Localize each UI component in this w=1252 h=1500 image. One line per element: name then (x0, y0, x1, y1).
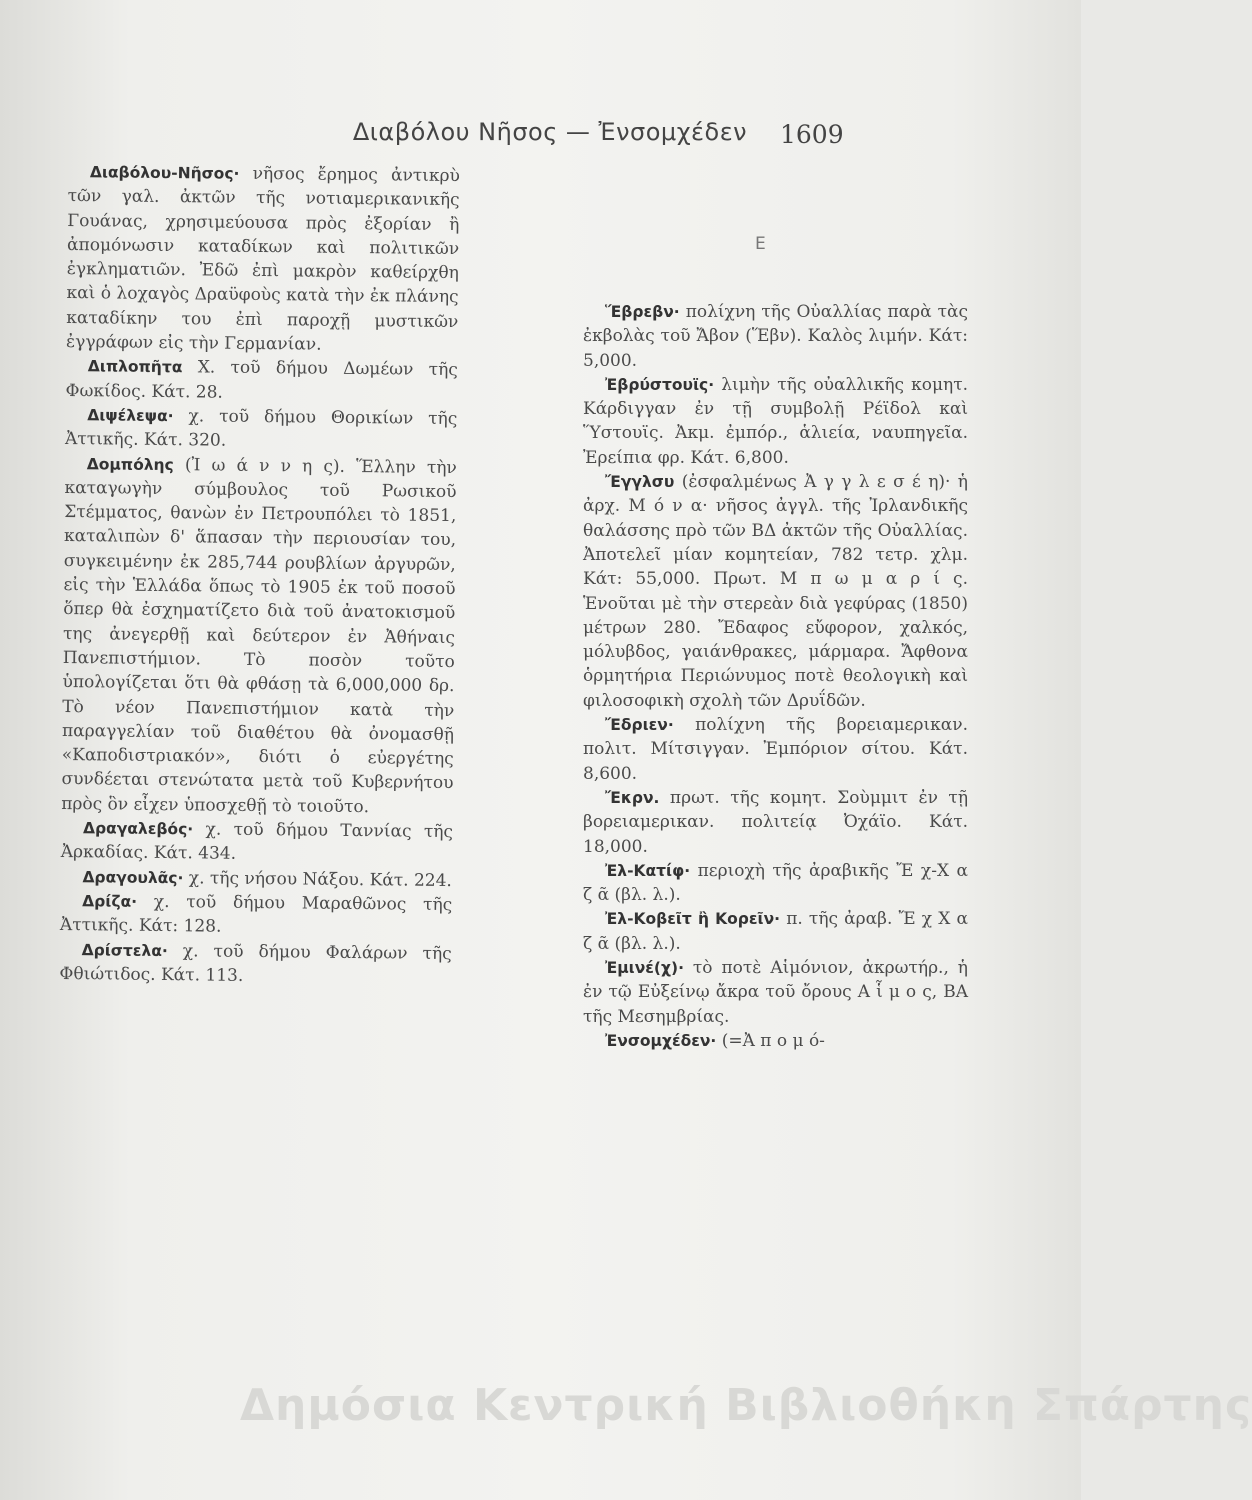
dictionary-entry (583, 786, 968, 859)
dictionary-entry (583, 470, 968, 713)
page-number: 1609 (780, 120, 844, 149)
entry-text: χ. τοῦ δήμου Φαλάρων τῆς Φθιώτιδος. Κάτ. 113. (59, 940, 452, 986)
entry-headword: Ἐνσομχέδεν· (605, 1031, 717, 1050)
dictionary-entry (583, 907, 968, 956)
entry-headword: Ἔγγλσυ (605, 473, 675, 492)
entry-headword: Ἐλ-Κοβεῖτ ἢ Κορεῖν· (605, 910, 781, 929)
entry-headword: Ἐβρύστουϊς· (605, 375, 715, 394)
dictionary-entry (60, 889, 452, 942)
dictionary-entry (583, 713, 968, 786)
entry-headword: Δρίζα· (82, 892, 138, 911)
entry-text: Χ. τοῦ δήμου Δωμέων τῆς Φωκίδος. Κάτ. 28. (65, 357, 458, 403)
left-column (59, 160, 460, 990)
dictionary-entry (59, 937, 451, 990)
dictionary-entry (583, 956, 968, 1029)
entry-text: τὸ ποτὲ Αἱμόνιον, ἀκρωτήρ., ἡ ἐν τῷ Εὐξείνῳ ἄκρα τοῦ ὄρους Α ἷ μ ο ς, ΒΑ τῆς Μεσημβρίας. (583, 958, 968, 1027)
entry-headword: Ἐμινέ(χ)· (605, 959, 684, 978)
dictionary-entry (583, 1029, 968, 1053)
dictionary-entry (61, 452, 457, 821)
entry-text: πρωτ. τῆς κομητ. Σοὺμμιτ ἐν τῇ βορειαμερικαν. πολιτείᾳ Ὀχάϊο. Κάτ. 18,000. (583, 787, 968, 857)
entry-headword: Ἐλ-Κατίφ· (605, 861, 691, 880)
dictionary-entry (61, 816, 453, 869)
entry-text: (=Ἀ π ο μ ό- (721, 1030, 825, 1051)
entry-headword: Δρίστελα· (81, 940, 168, 960)
entry-text: π. τῆς ἀραβ. Ἔ χ Χ α ζ ᾶ (βλ. λ.). (583, 909, 968, 954)
entry-text: νῆσος ἔρημος ἀντικρὺ τῶν γαλ. ἀκτῶν τῆς νοτιαμερικανικῆς Γουάνας, χρησιμεύουσα πρὸς ἐξορίαν ἢ ἀπομόνωσιν καταδίκων καὶ πολιτικῶν ἐγκληματιῶν. Ἐδῶ ἐπὶ μακρὸν καθείρχθη καὶ ὁ λοχαγὸς Δραϋφοὺς κατὰ τὴν ἐκ πλάνης καταδίκην του ἐπὶ παροχῇ μυστικῶν ἐγγράφων εἰς τὴν Γερμανίαν. (65, 163, 460, 355)
entry-text: πολίχνη τῆς Οὐαλλίας παρὰ τὰς ἐκβολὰς τοῦ Ἄβον (Ἕβν). Καλὸς λιμήν. Κάτ: 5,000. (583, 302, 968, 371)
entry-text: χ. τοῦ δήμου Μαραθῶνος τῆς Ἀττικῆς. Κάτ: 128. (59, 891, 453, 937)
entry-text: πολίχνη τῆς βορειαμερικαν. πολιτ. Μίτσιγγαν. Ἐμπόριον σίτου. Κάτ. 8,600. (583, 715, 968, 784)
dictionary-entry (65, 354, 457, 407)
dictionary-entry (583, 859, 968, 908)
entry-headword: Ἕβρεβν· (605, 303, 680, 321)
running-head-title: Διαβόλου Νῆσος — Ἐνσομχέδεν (352, 118, 748, 146)
dictionary-entry (583, 300, 968, 373)
entry-headword: Διπλοπῆτα (87, 357, 183, 377)
entry-text: χ. τοῦ δήμου Θορικίων τῆς Ἀττικῆς. Κάτ. 320. (64, 406, 458, 451)
entry-headword: Δραγουλᾶς· (82, 867, 184, 887)
entry-text: (Ἰ ω ά ν ν η ς). Ἕλλην τὴν καταγωγὴν σύμβουλος τοῦ Ρωσικοῦ Στέμματος, θανὼν ἐν Πετρουπόλει τὸ 1851, καταλιπὼν δ' ἅπασαν τὴν περιουσίαν του, συγκειμένην ἐκ 285,744 ρουβλίων ἀργυρῶν, εἰς τὴν Ἑλλάδα ὅπως τὸ 1905 ἐκ τοῦ ποσοῦ ὅπερ θὰ ἐσχηματίζετο διὰ τοῦ ἀνατοκισμοῦ της ἀνεγερθῇ καὶ δεύτερον ἐν Ἀθήναις Πανεπιστήμιον. Τὸ ποσὸν τοῦτο ὑπολογίζεται ὅτι θὰ φθάσῃ τὰ 6,000,000 δρ. Τὸ νέον Πανεπιστήμιον κατὰ τὴν παραγγελίαν τοῦ διαθέτου θὰ ὀνομασθῇ «Καποδιστριακόν», διότι ὁ εὐεργέτης συνδέεται στενώτατα μετὰ τοῦ Κυβερνήτου πρὸς ὃν εἶχεν ὑποσχεθῇ τὸ τοιοῦτο. (61, 454, 457, 817)
entry-headword: Ἔκρν. (605, 788, 660, 807)
entry-text: χ. τῆς νήσου Νάξου. Κάτ. 224. (188, 867, 453, 891)
entry-headword: Διψέλεψα· (87, 406, 174, 426)
dictionary-entry (65, 403, 457, 456)
entry-text: (ἐσφαλμένως Ἀ γ γ λ ε σ έ η)· ἡ ἀρχ. Μ ό ν α· νῆσος ἀγγλ. τῆς Ἰρλανδικῆς θαλάσσης πρὸ τῶν ΒΔ ἀκτῶν τῆς Οὐαλλίας. Ἀποτελεῖ μίαν κομητείαν, 782 τετρ. χλμ. Κάτ: 55,000. Πρωτ. Μ π ω μ α ρ ί ς. Ἑνοῦται μὲ τὴν στερεὰν διὰ γεφύρας (1850) μέτρων 280. Ἔδαφος εὔφορον, χαλκός, μόλυβδος, γαιάνθρακες, μάρμαρα. Ἄφθονα ὁρμητήρια Περιώνυμος ποτὲ θεολογικὴ καὶ φιλοσοφικὴ σχολὴ τῶν Δρυΐδῶν. (583, 472, 968, 711)
entry-text: λιμὴν τῆς οὐαλλικῆς κομητ. Κάρδιγγαν ἐν τῇ συμβολῇ Ρέϊδολ καὶ Ὕστουϊς. Ἀκμ. ἐμπόρ., ἁλιεία, ναυπηγεῖα. Ἐρείπια φρ. Κάτ. 6,800. (583, 374, 969, 468)
section-letter: Ε (755, 234, 766, 254)
entry-text: χ. τοῦ δήμου Ταννίας τῆς Ἀρκαδίας. Κάτ. 434. (60, 819, 454, 865)
dictionary-entry (583, 373, 968, 470)
entry-headword: Δομπόλης (86, 454, 174, 474)
dictionary-entry (66, 160, 460, 358)
entry-text: περιοχὴ τῆς ἀραβικῆς Ἔ χ-Χ α ζ ᾶ (βλ. λ.). (583, 860, 968, 906)
library-watermark: Δημόσια Κεντρική Βιβλιοθήκη Σπάρτης (240, 1380, 1252, 1431)
right-column (583, 300, 968, 1053)
entry-headword: Δραγαλεβός· (82, 819, 194, 839)
entry-headword: Διαβόλου-Νῆσος· (89, 163, 240, 183)
running-head (250, 118, 850, 146)
entry-headword: Ἔδριεν· (605, 716, 674, 735)
